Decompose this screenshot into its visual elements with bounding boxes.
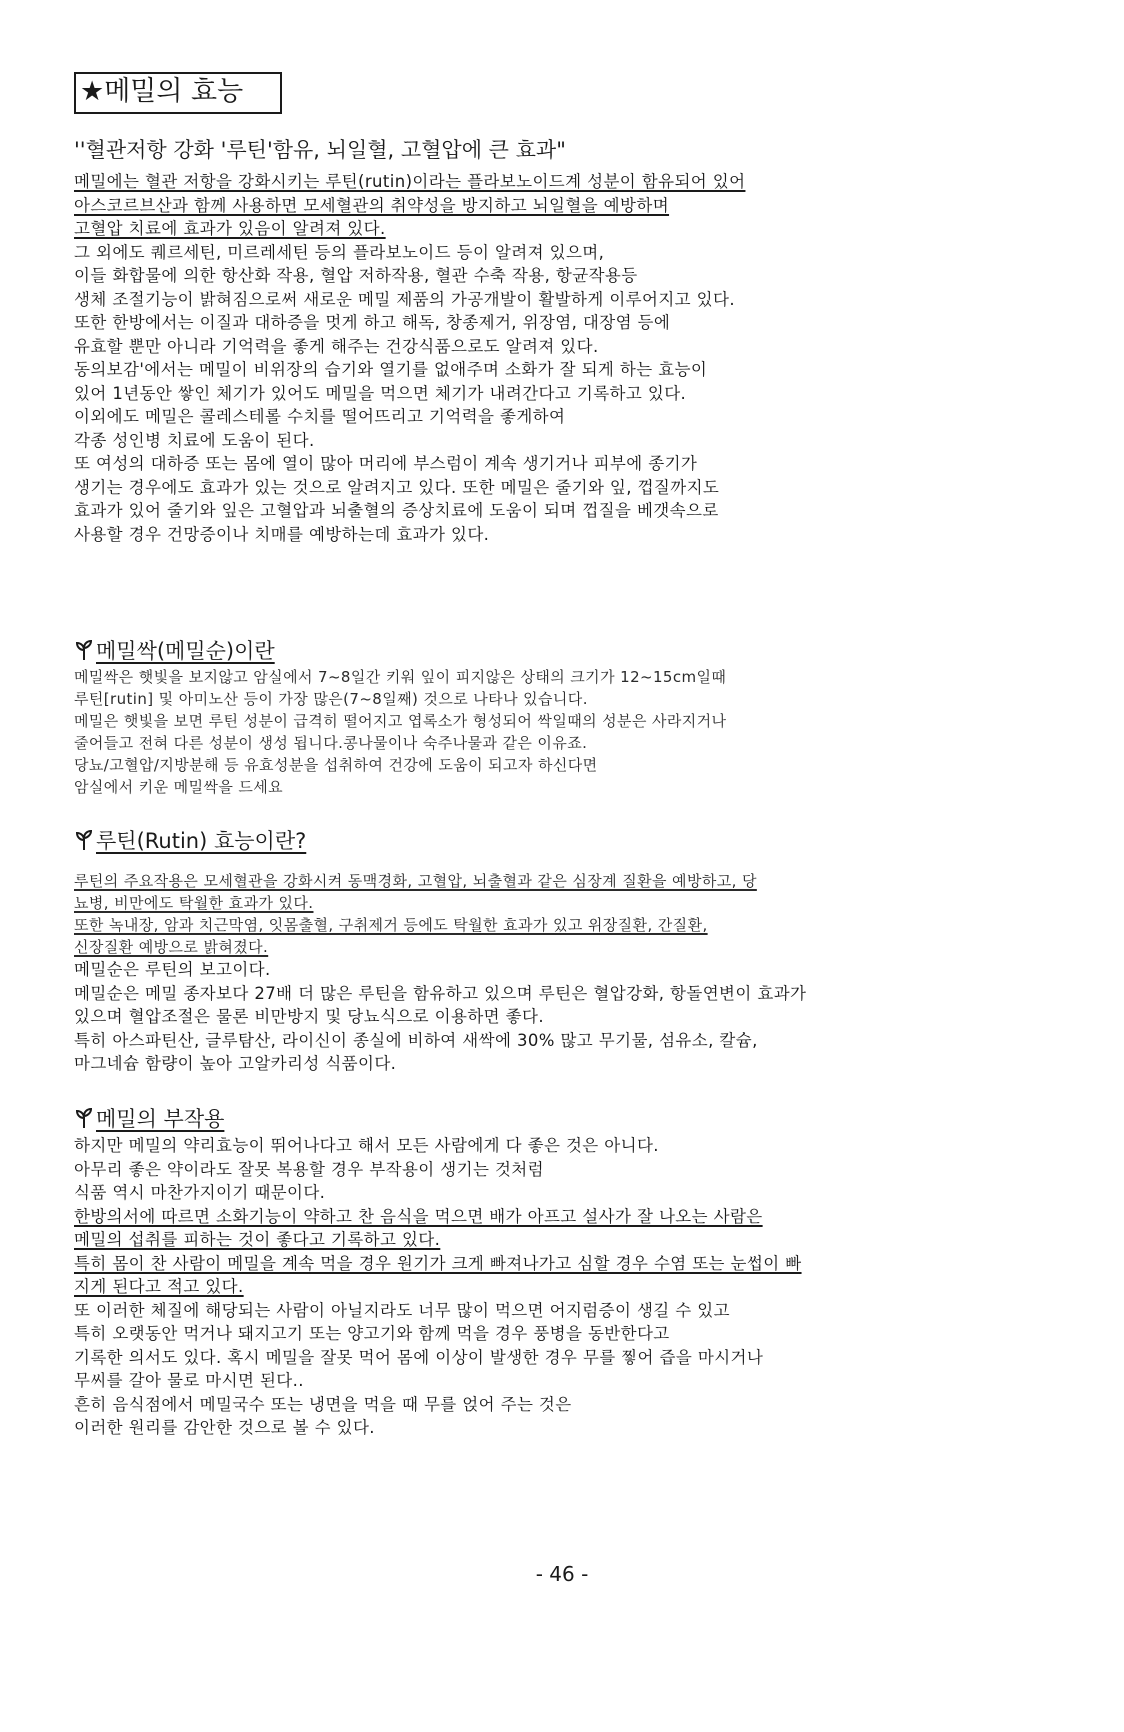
intro-line: 유효할 뿐만 아니라 기억력을 좋게 해주는 건강식품으로도 알려져 있다. (74, 336, 599, 356)
sprout-section-heading: 메밀싹(메밀순)이란 (74, 636, 1034, 666)
side-effects-line: 이러한 원리를 감안한 것으로 볼 수 있다. (74, 1418, 375, 1437)
side-effects-underlined-line: 특히 몸이 찬 사람이 메밀을 계속 먹을 경우 원기가 크게 빠져나가고 심할 경우 수염 또는 눈썹이 빠 (74, 1253, 802, 1273)
intro-line: 또한 한방에서는 이질과 대하증을 멋게 하고 해독, 창종제거, 위장염, 대장염 등에 (74, 313, 671, 332)
intro-underlined-line: 고혈압 치료에 효과가 있음이 알려져 있다. (74, 219, 386, 238)
intro-line: 또 여성의 대하증 또는 몸에 열이 많아 머리에 부스럼이 계속 생기거나 피부에 종기가 (74, 454, 698, 473)
rutin-section-heading: 루틴(Rutin) 효능이란? (74, 826, 1034, 856)
sprout-icon (74, 639, 94, 661)
rutin-underlined-line: 신장질환 예방으로 밝혀졌다. (74, 938, 269, 956)
intro-block (74, 170, 1034, 546)
intro-line: 효과가 있어 줄기와 잎은 고혈압과 뇌출혈의 증상치료에 도움이 되며 껍질을 베갯속으로 (74, 501, 719, 520)
side-effects-section (74, 1104, 1034, 1440)
side-effects-underlined-line: 메밀의 섭취를 피하는 것이 좋다고 기록하고 있다. (74, 1230, 441, 1249)
page-title: ★메밀의 효능 (74, 72, 282, 114)
intro-line: 생기는 경우에도 효과가 있는 것으로 알려지고 있다. 또한 메밀은 줄기와 잎, 껍질까지도 (74, 477, 720, 497)
side-effects-underlined-line: 지게 된다고 적고 있다. (74, 1277, 244, 1296)
side-effects-line: 또 이러한 체질에 해당되는 사람이 아닐지라도 너무 많이 먹으면 어지럼증이 생길 수 있고 (74, 1300, 730, 1320)
intro-line: 동의보감'에서는 메밀이 비위장의 습기와 열기를 없애주며 소화가 잘 되게 하는 효능이 (74, 360, 708, 379)
sprout-line: 줄어들고 전혀 다른 성분이 생성 됩니다.콩나물이나 숙주나물과 같은 이유죠. (74, 734, 588, 752)
intro-line: 이외에도 메밀은 콜레스테롤 수치를 떨어뜨리고 기억력을 좋게하여 (74, 407, 566, 426)
sprout-line: 당뇨/고혈압/지방분해 등 유효성분을 섭취하여 건강에 도움이 되고자 하신다면 (74, 756, 598, 774)
sprout-line: 메밀은 햇빛을 보면 루틴 성분이 급격히 떨어지고 엽록소가 형성되어 싹일때의 성분은 사라지거나 (74, 712, 727, 730)
side-effects-heading: 메밀의 부작용 (74, 1104, 1034, 1134)
intro-line: 생체 조절기능이 밝혀짐으로써 새로운 메밀 제품의 가공개발이 활발하게 이루어지고 있다. (74, 289, 735, 309)
side-effects-line: 아무리 좋은 약이라도 잘못 복용할 경우 부작용이 생기는 것처럼 (74, 1159, 544, 1179)
sprout-line: 루틴[rutin] 및 아미노산 등이 가장 많은(7~8일째) 것으로 나타나 있습니다. (74, 690, 588, 708)
sprout-line: 암실에서 키운 메밀싹을 드세요 (74, 778, 284, 796)
intro-line: 각종 성인병 치료에 도움이 된다. (74, 430, 315, 450)
side-effects-line: 식품 역시 마찬가지이기 때문이다. (74, 1183, 326, 1202)
side-effects-line: 하지만 메밀의 약리효능이 뛰어나다고 해서 모든 사람에게 다 좋은 것은 아니다. (74, 1136, 659, 1155)
rutin-underlined-line: 또한 녹내장, 암과 치근막염, 잇몸출혈, 구취제거 등에도 탁월한 효과가 있고 위장질환, 간질환, (74, 916, 708, 934)
rutin-line: 메밀순은 루틴의 보고이다. (74, 960, 271, 979)
side-effects-underlined-line: 한방의서에 따르면 소화기능이 약하고 찬 음식을 먹으면 배가 아프고 설사가 잘 나오는 사람은 (74, 1206, 763, 1226)
rutin-line: 마그네슘 함량이 높아 고알카리성 식품이다. (74, 1054, 397, 1073)
intro-underlined-line: 메밀에는 혈관 저항을 강화시키는 루틴(rutin)이라는 플라보노이드계 성분이 함유되어 있어 (74, 172, 746, 191)
sprout-icon (74, 829, 94, 851)
sprout-icon (74, 1107, 94, 1129)
intro-line: 이들 화합물에 의한 항산화 작용, 혈압 저하작용, 혈관 수축 작용, 항균작용등 (74, 266, 638, 285)
intro-underlined-line: 아스코르브산과 함께 사용하면 모세혈관의 취약성을 방지하고 뇌일혈을 예방하며 (74, 195, 670, 215)
rutin-line: 있으며 혈압조절은 물론 비만방지 및 당뇨식으로 이용하면 좋다. (74, 1007, 544, 1026)
rutin-line: 메밀순은 메밀 종자보다 27배 더 많은 루틴을 함유하고 있으며 루틴은 혈압강화, 항돌연변이 효과가 (74, 983, 807, 1003)
sprout-line: 메밀싹은 햇빛을 보지않고 암실에서 7~8일간 키워 잎이 피지않은 상태의 크기가 12~15cm일때 (74, 668, 727, 686)
page-subtitle: ''혈관저항 강화 '루틴'함유, 뇌일혈, 고혈압에 큰 효과" (74, 138, 566, 162)
sprout-section (74, 636, 1034, 798)
rutin-line: 특히 아스파틴산, 글루탐산, 라이신이 종실에 비하여 새싹에 30% 많고 무기물, 섬유소, 칼슘, (74, 1030, 758, 1050)
side-effects-line: 흔히 음식점에서 메밀국수 또는 냉면을 먹을 때 무를 얹어 주는 것은 (74, 1394, 572, 1414)
side-effects-line: 특히 오랫동안 먹거나 돼지고기 또는 양고기와 함께 먹을 경우 풍병을 동반한다고 (74, 1324, 670, 1343)
intro-line: 그 외에도 퀘르세틴, 미르레세틴 등의 플라보노이드 등이 알려져 있으며, (74, 242, 605, 262)
rutin-underlined-line: 뇨병, 비만에도 탁월한 효과가 있다. (74, 894, 314, 912)
side-effects-line: 기록한 의서도 있다. 혹시 메밀을 잘못 먹어 몸에 이상이 발생한 경우 무를 찧어 즙을 마시거나 (74, 1347, 764, 1367)
rutin-section (74, 826, 1034, 1076)
intro-line: 있어 1년동안 쌓인 체기가 있어도 메밀을 먹으면 체기가 내려간다고 기록하고 있다. (74, 383, 687, 403)
rutin-underlined-line: 루틴의 주요작용은 모세혈관을 강화시켜 동맥경화, 고혈압, 뇌출혈과 같은 심장계 질환을 예방하고, 당 (74, 872, 757, 890)
intro-line: 사용할 경우 건망증이나 치매를 예방하는데 효과가 있다. (74, 524, 490, 544)
side-effects-line: 무씨를 갈아 물로 마시면 된다.. (74, 1371, 304, 1390)
page-number: - 46 - (535, 1562, 589, 1586)
